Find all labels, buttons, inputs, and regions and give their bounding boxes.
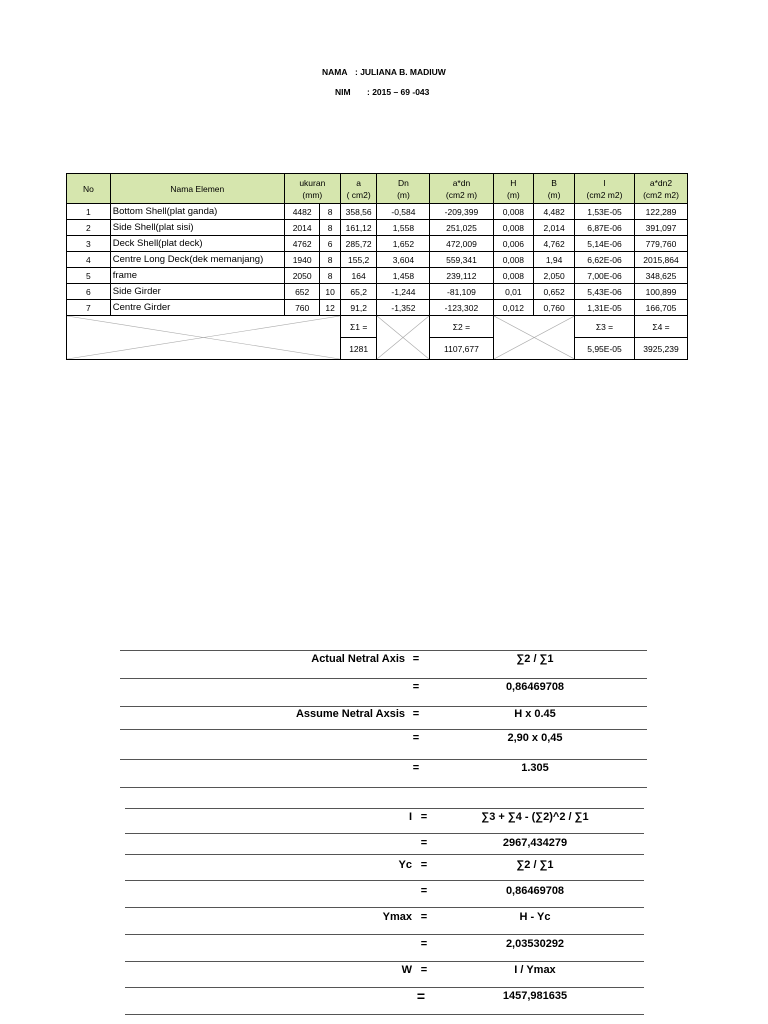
b-value: 4,482: [534, 204, 575, 220]
row-number: 6: [67, 284, 111, 300]
a-dn2-value: 2015,864: [635, 252, 688, 268]
table-row: [67, 236, 688, 252]
size-thickness: 12: [320, 300, 340, 316]
equals-sign: =: [412, 708, 420, 720]
table-header-row: [67, 174, 688, 204]
a-dn-value: 239,112: [430, 268, 493, 284]
equals-sign: =: [420, 938, 428, 950]
col-ukuran-header: ukuran (mm): [284, 174, 340, 204]
divider: [125, 854, 644, 855]
student-name-line: [322, 67, 446, 77]
assume-axis-substitution: 2,90 x 0,45: [507, 732, 563, 744]
sum4-value: 3925,239: [635, 338, 688, 360]
inertia-formula: ∑3 + ∑4 - (∑2)^2 / ∑1: [481, 811, 589, 823]
size-width: 760: [284, 300, 320, 316]
inertia-own-value: 5,43E-06: [574, 284, 634, 300]
h-value: 0,012: [493, 300, 534, 316]
b-value: 1,94: [534, 252, 575, 268]
element-name: Deck Shell(plat deck): [110, 236, 284, 252]
col-no-header: No: [67, 174, 111, 204]
inertia-own-value: 1,53E-05: [574, 204, 634, 220]
a-dn2-value: 779,760: [635, 236, 688, 252]
divider: [120, 650, 647, 651]
area-value: 91,2: [340, 300, 377, 316]
divider: [120, 678, 647, 679]
element-name: Centre Girder: [110, 300, 284, 316]
sum2-label: Σ2 =: [430, 316, 493, 338]
size-thickness: 8: [320, 220, 340, 236]
dn-value: -1,352: [377, 300, 430, 316]
area-value: 358,56: [340, 204, 377, 220]
nim-value: : 2015 – 69 -043: [367, 87, 430, 97]
a-dn2-value: 348,625: [635, 268, 688, 284]
element-name: Bottom Shell(plat ganda): [110, 204, 284, 220]
size-width: 2050: [284, 268, 320, 284]
row-number: 5: [67, 268, 111, 284]
table-row: [67, 204, 688, 220]
area-value: 161,12: [340, 220, 377, 236]
assume-axis-result: 1.305: [521, 762, 549, 774]
inertia-own-value: 5,14E-06: [574, 236, 634, 252]
sum4-label: Σ4 =: [635, 316, 688, 338]
a-dn-value: 472,009: [430, 236, 493, 252]
h-value: 0,006: [493, 236, 534, 252]
name-label: NAMA: [322, 67, 348, 77]
table-sum-row: [67, 316, 688, 338]
equals-sign: =: [420, 859, 428, 871]
element-name: frame: [110, 268, 284, 284]
h-value: 0,01: [493, 284, 534, 300]
nim-label: NIM: [335, 87, 351, 97]
ymax-label: Ymax: [382, 911, 412, 923]
row-number: 4: [67, 252, 111, 268]
equals-sign: =: [420, 837, 428, 849]
col-adn2-header: a*dn2 (cm2 m2): [635, 174, 688, 204]
table-row: [67, 284, 688, 300]
empty-crossed-cell: [67, 316, 341, 360]
table-row: [67, 252, 688, 268]
equals-sign: =: [412, 732, 420, 744]
size-width: 1940: [284, 252, 320, 268]
inertia-label: I: [408, 811, 412, 823]
divider: [120, 759, 647, 760]
row-number: 2: [67, 220, 111, 236]
equals-sign: =: [420, 964, 428, 976]
divider: [125, 907, 644, 908]
yc-formula: ∑2 / ∑1: [516, 859, 554, 871]
size-thickness: 8: [320, 268, 340, 284]
yc-value: 0,86469708: [505, 885, 565, 897]
assume-axis-label: Assume Netral Axsis: [295, 708, 405, 720]
actual-axis-label: Actual Netral Axis: [311, 653, 405, 665]
divider: [125, 1014, 644, 1015]
a-dn-value: -123,302: [430, 300, 493, 316]
equals-sign: =: [420, 811, 428, 823]
size-width: 2014: [284, 220, 320, 236]
divider: [120, 706, 647, 707]
h-value: 0,008: [493, 220, 534, 236]
size-thickness: 10: [320, 284, 340, 300]
size-width: 652: [284, 284, 320, 300]
b-value: 0,652: [534, 284, 575, 300]
element-name: Side Girder: [110, 284, 284, 300]
b-value: 2,014: [534, 220, 575, 236]
table-row: [67, 268, 688, 284]
row-number: 7: [67, 300, 111, 316]
area-value: 164: [340, 268, 377, 284]
divider: [125, 880, 644, 881]
inertia-own-value: 6,62E-06: [574, 252, 634, 268]
row-number: 3: [67, 236, 111, 252]
divider: [125, 833, 644, 834]
col-b-header: B (m): [534, 174, 575, 204]
h-value: 0,008: [493, 268, 534, 284]
element-table: [66, 173, 688, 360]
dn-value: 3,604: [377, 252, 430, 268]
divider: [125, 808, 644, 809]
dn-value: 1,652: [377, 236, 430, 252]
col-adn-header: a*dn (cm2 m): [430, 174, 493, 204]
inertia-own-value: 1,31E-05: [574, 300, 634, 316]
equals-sign: =: [420, 885, 428, 897]
equals-sign: =: [416, 988, 426, 1004]
col-i-header: I (cm2 m2): [574, 174, 634, 204]
divider: [120, 729, 647, 730]
empty-crossed-cell: [377, 316, 430, 360]
a-dn2-value: 166,705: [635, 300, 688, 316]
a-dn-value: -81,109: [430, 284, 493, 300]
col-a-header: a ( cm2): [340, 174, 377, 204]
dn-value: -0,584: [377, 204, 430, 220]
divider: [125, 934, 644, 935]
divider: [125, 987, 644, 988]
size-width: 4482: [284, 204, 320, 220]
h-value: 0,008: [493, 204, 534, 220]
area-value: 65,2: [340, 284, 377, 300]
size-thickness: 6: [320, 236, 340, 252]
a-dn2-value: 100,899: [635, 284, 688, 300]
size-width: 4762: [284, 236, 320, 252]
size-thickness: 8: [320, 252, 340, 268]
area-value: 155,2: [340, 252, 377, 268]
h-value: 0,008: [493, 252, 534, 268]
col-name-header: Nama Elemen: [110, 174, 284, 204]
col-dn-header: Dn (m): [377, 174, 430, 204]
ymax-formula: H - Yc: [519, 911, 551, 923]
inertia-own-value: 7,00E-06: [574, 268, 634, 284]
dn-value: 1,458: [377, 268, 430, 284]
empty-crossed-cell: [493, 316, 574, 360]
area-value: 285,72: [340, 236, 377, 252]
inertia-value: 2967,434279: [502, 837, 568, 849]
assume-axis-formula: H x 0.45: [514, 708, 556, 720]
ymax-value: 2,03530292: [505, 938, 565, 950]
actual-axis-value: 0,86469708: [505, 681, 565, 693]
sum2-value: 1107,677: [430, 338, 493, 360]
equals-sign: =: [412, 681, 420, 693]
element-name: Centre Long Deck(dek memanjang): [110, 252, 284, 268]
dn-value: -1,244: [377, 284, 430, 300]
section-modulus-label: W: [401, 964, 412, 976]
sum1-label: Σ1 =: [340, 316, 377, 338]
sum1-value: 1281: [340, 338, 377, 360]
inertia-own-value: 6,87E-06: [574, 220, 634, 236]
b-value: 4,762: [534, 236, 575, 252]
b-value: 0,760: [534, 300, 575, 316]
equals-sign: =: [412, 762, 420, 774]
table-row: [67, 220, 688, 236]
a-dn2-value: 391,097: [635, 220, 688, 236]
a-dn-value: 559,341: [430, 252, 493, 268]
sum3-label: Σ3 =: [574, 316, 634, 338]
student-id-line: [335, 87, 429, 97]
b-value: 2,050: [534, 268, 575, 284]
table-row: [67, 300, 688, 316]
element-name: Side Shell(plat sisi): [110, 220, 284, 236]
section-modulus-value: 1457,981635: [502, 990, 568, 1002]
section-modulus-formula: I / Ymax: [514, 964, 556, 976]
sum3-value: 5,95E-05: [574, 338, 634, 360]
col-h-header: H (m): [493, 174, 534, 204]
divider: [120, 787, 647, 788]
equals-sign: =: [412, 653, 420, 665]
a-dn2-value: 122,289: [635, 204, 688, 220]
a-dn-value: -209,399: [430, 204, 493, 220]
actual-axis-formula: ∑2 / ∑1: [516, 653, 554, 665]
row-number: 1: [67, 204, 111, 220]
yc-label: Yc: [398, 859, 412, 871]
a-dn-value: 251,025: [430, 220, 493, 236]
name-value: : JULIANA B. MADIUW: [355, 67, 446, 77]
equals-sign: =: [420, 911, 428, 923]
divider: [125, 961, 644, 962]
size-thickness: 8: [320, 204, 340, 220]
dn-value: 1,558: [377, 220, 430, 236]
